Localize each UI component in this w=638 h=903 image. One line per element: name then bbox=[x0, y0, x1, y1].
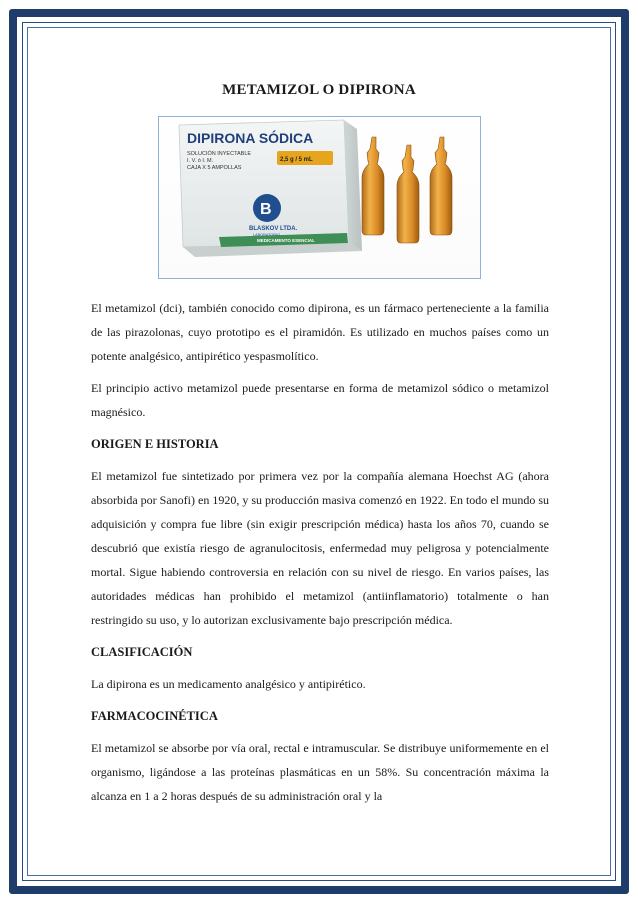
svg-text:BLASKOV LTDA.: BLASKOV LTDA. bbox=[249, 226, 298, 232]
section-heading-origen: ORIGEN E HISTORIA bbox=[91, 437, 219, 451]
section-body-origen: El metamizol fue sintetizado por primera vez por la compañía alemana Hoechst AG (ahora absorbida por Sanofi) en 1920, y su producción masiva comenzó en 1922. En todo el mundo su adquisición y compra fue libre (sin exigir prescripción médica) hasta los años 70, cuando se descubrió que existía riesgo de agranulocitosis, enfermedad muy peligrosa y potencialmente mortal. Sigue habiendo controversia en relación con su nivel de riesgo. En varios países, las autoridades médicas han prohibido el metamizol (antiinflamatorio) totalmente o han restringido su uso, y lo autorizan exclusivamente bajo prescripción médica. bbox=[91, 469, 549, 627]
section-heading-clasificacion: CLASIFICACIÓN bbox=[91, 645, 193, 659]
svg-text:2,5 g / 5 mL: 2,5 g / 5 mL bbox=[280, 157, 313, 163]
svg-text:I. V. ó I. M.: I. V. ó I. M. bbox=[187, 158, 214, 164]
intro-paragraph-2: El principio activo metamizol puede presentarse en forma de metamizol sódico o metamizol magnésico. bbox=[91, 381, 549, 419]
document-body bbox=[91, 296, 549, 816]
product-photo bbox=[158, 116, 481, 279]
ampoule-2 bbox=[397, 145, 419, 243]
svg-text:CAJA X 5 AMPOLLAS: CAJA X 5 AMPOLLAS bbox=[187, 165, 242, 171]
svg-text:MEDICAMENTO ESENCIAL: MEDICAMENTO ESENCIAL bbox=[257, 238, 315, 243]
section-body-farmacocinetica: El metamizol se absorbe por vía oral, rectal e intramuscular. Se distribuye uniformemente en el organismo, ligándose a las proteínas plasmáticas en un 58%. Su concentración máxima la alcanza en 1 a 2 horas después de su administración oral y la bbox=[91, 741, 549, 803]
section-body-clasificacion: La dipirona es un medicamento analgésico y antipirético. bbox=[91, 677, 366, 691]
svg-text:DIPIRONA SÓDICA: DIPIRONA SÓDICA bbox=[187, 130, 314, 146]
svg-text:SOLUCIÓN INYECTABLE: SOLUCIÓN INYECTABLE bbox=[187, 151, 252, 157]
ampoule-3 bbox=[430, 137, 452, 235]
intro-paragraph-1: El metamizol (dci), también conocido como dipirona, es un fármaco perteneciente a la familia de las pirazolonas, cuyo prototipo es el piramidón. Es utilizado en muchos países como un potente analgésico, antipirético yespasmolítico. bbox=[91, 301, 549, 363]
lab-logo-letter: B bbox=[260, 201, 272, 218]
svg-text:LABORATORIO: LABORATORIO bbox=[253, 233, 281, 237]
document-title: METAMIZOL O DIPIRONA bbox=[222, 82, 416, 98]
section-heading-farmacocinetica: FARMACOCINÉTICA bbox=[91, 709, 218, 723]
ampoule-1 bbox=[362, 137, 384, 235]
product-illustration bbox=[159, 117, 480, 278]
